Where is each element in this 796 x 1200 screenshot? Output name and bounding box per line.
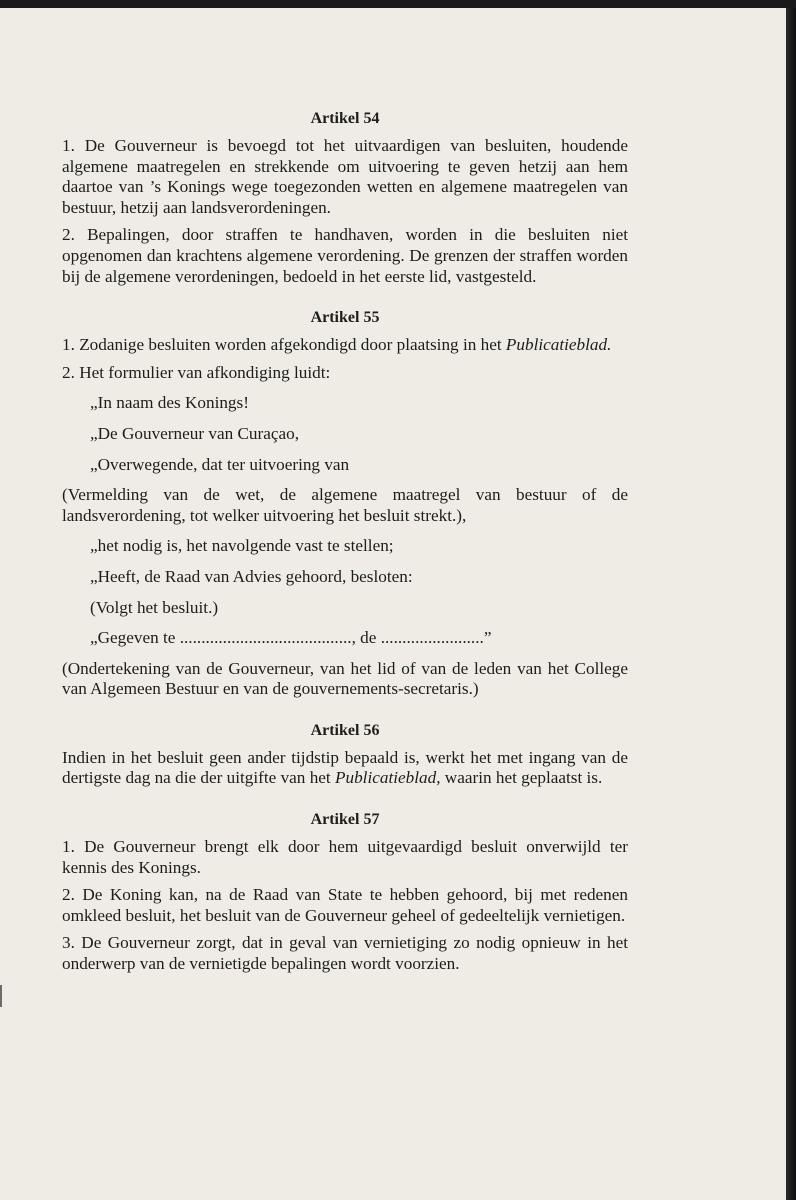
article-54-paragraph-1: 1. De Gouverneur is bevoegd tot het uitvaardigen van besluiten, houdende algemene maatregelen en strekkende om uitvoering te geven hetzij aan hem daartoe van ’s Konings wege toegezonden wetten en algemene maatregelen van bestuur, hetzij aan landsverordeningen.	[62, 136, 628, 217]
article-54-heading: Artikel 54	[310, 110, 380, 127]
article-57-paragraph-3: 3. De Gouverneur zorgt, dat in geval van vernietiging zo nodig opnieuw in het onderwerp van de vernietigde bepalingen wordt voorzien.	[62, 933, 628, 974]
formula-line-2: „De Gouverneur van Curaçao,	[90, 423, 300, 443]
formula-line-6: (Volgt het besluit.)	[90, 597, 219, 617]
formula-line-3: „Overwegende, dat ter uitvoering van	[90, 454, 350, 474]
formula-line-5: „Heeft, de Raad van Advies gehoord, besloten:	[90, 566, 413, 586]
article-56-text-end: waarin het geplaatst is.	[444, 768, 603, 788]
article-57-paragraph-1: 1. De Gouverneur brengt elk door hem uitgevaardigd besluit onverwijld ter kennis des Konings.	[62, 837, 628, 877]
article-55-paragraph-1	[62, 335, 628, 356]
article-56-heading: Artikel 56	[310, 721, 380, 739]
page-edge-shadow	[786, 8, 796, 1200]
article-57-heading: Artikel 57	[310, 811, 380, 829]
formula-line-7: „Gegeven te ........................................, de ........................”	[90, 628, 492, 648]
article-56-paragraph	[62, 748, 628, 789]
formula-line-1: „In naam des Konings!	[90, 393, 249, 413]
formula-line-4: „het nodig is, het navolgende vast te stellen;	[90, 536, 394, 556]
article-55-paragraph-2: 2. Het formulier van afkondiging luidt:	[62, 362, 331, 382]
document-body	[62, 108, 628, 982]
article-56-text: Indien in het besluit geen ander tijdstip bepaald is, werkt het met ingang van de dertigste dag na die der uitgifte van het	[62, 747, 628, 788]
article-57-paragraph-2: 2. De Koning kan, na de Raad van State te hebben gehoord, bij met redenen omkleed besluit, het besluit van de Gouverneur geheel of gedeeltelijk vernietigen.	[62, 885, 628, 925]
publicatieblad-term: Publicatieblad.	[505, 335, 612, 355]
formula-note-1: (Vermelding van de wet, de algemene maatregel van bestuur of de landsverordening, tot welker uitvoering het besluit strekt.),	[62, 485, 628, 525]
formula-note-2: (Ondertekening van de Gouverneur, van het lid of van de leden van het College van Algemeen Bestuur en van de gouvernements-secretaris.)	[62, 658, 628, 699]
article-55-heading: Artikel 55	[310, 309, 380, 327]
article-55-paragraph-1-text: 1. Zodanige besluiten worden afgekondigd door plaatsing in het	[62, 335, 502, 355]
article-54-paragraph-2: 2. Bepalingen, door straffen te handhaven, worden in die besluiten niet opgenomen dan krachtens algemene verordening. De grenzen der straffen worden bij de algemene verordeningen, bedoeld in het eerste lid, vastgesteld.	[62, 225, 628, 286]
margin-mark	[0, 985, 2, 1007]
publicatieblad-term: Publicatieblad,	[335, 768, 441, 788]
